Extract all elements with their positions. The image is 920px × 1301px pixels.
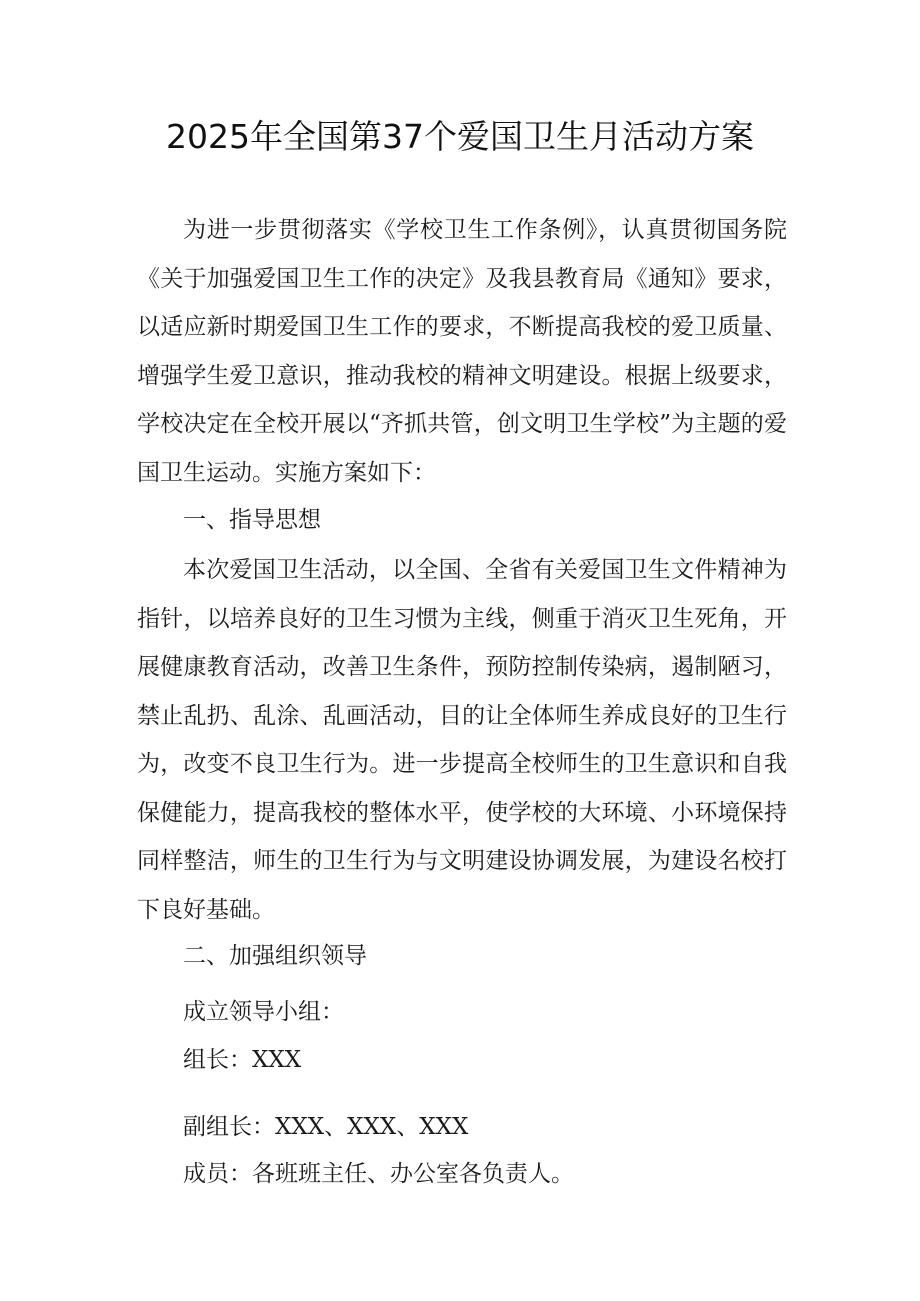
- deputy-leader-line: 副组长：XXX、XXX、XXX: [183, 1114, 469, 1140]
- section-one-heading: 一、指导思想: [183, 507, 321, 533]
- document-title: 2025年全国第37个爱国卫生月活动方案: [166, 117, 754, 156]
- members-line: 成员：各班班主任、办公室各负责人。: [183, 1161, 574, 1187]
- section-one-paragraph: 本次爱国卫生活动，以全国、全省有关爱国卫生文件精神为指针，以培养良好的卫生习惯为主线，侧重于消灭卫生死角，开展健康教育活动，改善卫生条件，预防控制传染病，遏制陋习，禁止乱扔、乱涂、乱画活动，目的让全体师生养成良好的卫生行为，改变不良卫生行为。进一步提高全校师生的卫生意识和自我保健能力，提高我校的整体水平，使学校的大环境、小环境保持同样整洁，师生的卫生行为与文明建设协调发展，为建设名校打下良好基础。: [137, 557, 787, 923]
- form-group-line: 成立领导小组：: [183, 999, 344, 1025]
- leader-line: 组长：XXX: [183, 1047, 302, 1073]
- section-two-heading: 二、加强组织领导: [183, 943, 367, 969]
- intro-paragraph: 为进一步贯彻落实《学校卫生工作条例》，认真贯彻国务院《关于加强爱国卫生工作的决定》及我县教育局《通知》要求，以适应新时期爱国卫生工作的要求，不断提高我校的爱卫质量、增强学生爱卫意识，推动我校的精神文明建设。根据上级要求，学校决定在全校开展以“齐抓共管，创文明卫生学校”为主题的爱国卫生运动。实施方案如下：: [137, 217, 787, 486]
